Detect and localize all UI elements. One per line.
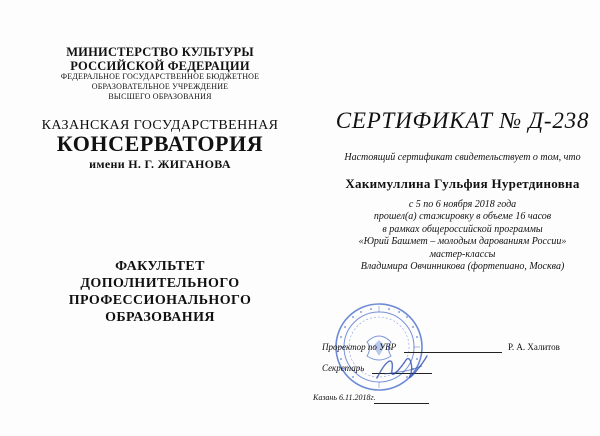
institution-line-2: КОНСЕРВАТОРИЯ [56,131,264,156]
recipient-name: Хакимуллина Гульфия Нуретдиновна [345,176,580,191]
ministry-name [40,45,280,73]
certificate-body [330,199,595,273]
place-date-underline [374,403,429,404]
certificate-title: СЕРТИФИКАТ № Д-238 [335,108,590,133]
body-line: мастер-классы [429,248,496,260]
faculty-line-4: ОБРАЗОВАНИЯ [105,310,215,325]
place-date: Казань 6.11.2018г. [313,393,376,402]
body-line: Владимира Овчинникова (фортепиано, Москва) [360,261,565,273]
ministry-line-5: ВЫСШЕГО ОБРАЗОВАНИЯ [108,92,212,101]
faculty-name [40,258,280,326]
handwritten-signature [372,348,432,388]
prorector-label: Проректор по УВР [322,342,397,352]
ministry-line-2: РОССИЙСКОЙ ФЕДЕРАЦИИ [70,59,250,73]
ministry-line-4: ОБРАЗОВАТЕЛЬНОЕ УЧРЕЖДЕНИЕ [91,82,229,91]
faculty-line-2: ДОПОЛНИТЕЛЬНОГО [80,276,240,291]
faculty-line-1: ФАКУЛЬТЕТ [115,259,205,274]
secretary-label: Секретарь [322,363,365,373]
body-line: в рамках общероссийской программы [382,223,543,235]
body-line: «Юрий Башмет – молодым дарованиям России» [358,236,567,248]
prorector-name: Р. А. Халитов [508,342,560,352]
body-line: прошел(а) стажировку в объеме 16 часов [373,211,552,223]
institution-line-1: КАЗАНСКАЯ ГОСУДАРСТВЕННАЯ [41,118,279,133]
ministry-line-1: МИНИСТЕРСТВО КУЛЬТУРЫ [66,45,254,59]
ministry-subtitle [40,72,280,102]
faculty-line-3: ПРОФЕССИОНАЛЬНОГО [68,293,252,308]
institution-line-3: имени Н. Г. ЖИГАНОВА [89,157,231,171]
certificate-intro: Настоящий сертификат свидетельствует о том, что [344,152,581,163]
body-line: с 5 по 6 ноября 2018 года [408,199,517,210]
ministry-line-3: ФЕДЕРАЛЬНОЕ ГОСУДАРСТВЕННОЕ БЮДЖЕТНОЕ [60,72,260,81]
